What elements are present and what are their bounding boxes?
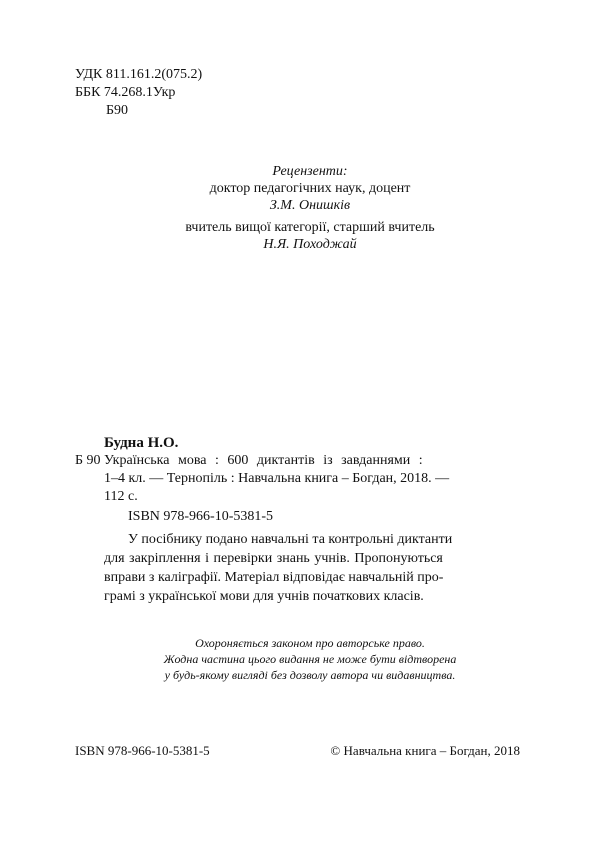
footer-isbn: ISBN 978-966-10-5381-5 xyxy=(75,743,210,758)
author-sign-code: Б90 xyxy=(106,103,129,118)
udk-code: УДК 811.161.2(075.2) xyxy=(75,67,203,82)
bbk-code: ББК 74.268.1Укр xyxy=(75,85,176,100)
classification-block xyxy=(75,66,202,120)
footer-copyright: © Навчальна книга – Богдан, 2018 xyxy=(330,743,520,758)
annotation-line-4: грамі з української мови для учнів початкових класів. xyxy=(104,589,424,604)
annotation-block xyxy=(104,530,520,606)
bibliographic-description xyxy=(104,452,520,506)
reviewer-2-title: вчитель вищої категорії, старший вчитель xyxy=(185,220,435,235)
bibliographic-line-2: 1–4 кл. — Тернопіль : Навчальна книга – Богдан, 2018. — xyxy=(104,471,450,486)
reviewer-1-title: доктор педагогічних наук, доцент xyxy=(209,181,411,196)
reviewers-block xyxy=(150,163,470,253)
bibliographic-line-1 xyxy=(104,452,520,470)
cutter-code: Б 90 xyxy=(75,453,101,468)
bibliographic-line-3: 112 с. xyxy=(104,489,138,504)
annotation-line-1: У посібнику подано навчальні та контрольні диктанти xyxy=(128,532,453,547)
copyright-notice-line-1: Охороняється законом про авторське право. xyxy=(195,636,425,650)
reviewers-heading: Рецензенти: xyxy=(272,164,348,179)
copyright-notice-line-3: у будь-якому вигляді без дозволу автора чи видавництва. xyxy=(164,668,456,682)
author-name: Будна Н.О. xyxy=(104,435,179,451)
isbn-record: ISBN 978-966-10-5381-5 xyxy=(128,509,274,524)
reviewer-2-name: Н.Я. Походжай xyxy=(263,237,357,252)
copyright-notice-line-2: Жодна частина цього видання не може бути відтворена xyxy=(163,652,457,666)
annotation-line-3: вправи з каліграфії. Матеріал відповідає навчальній про- xyxy=(104,570,444,585)
annotation-line-2: для закріплення і перевірки знань учнів. Пропонуються xyxy=(104,551,443,566)
reviewer-1-name: З.М. Онишків xyxy=(269,198,351,213)
bibliographic-line-1-text: Українська мова : 600 диктантів із завданнями : xyxy=(104,453,423,468)
copyright-notice xyxy=(150,635,470,683)
